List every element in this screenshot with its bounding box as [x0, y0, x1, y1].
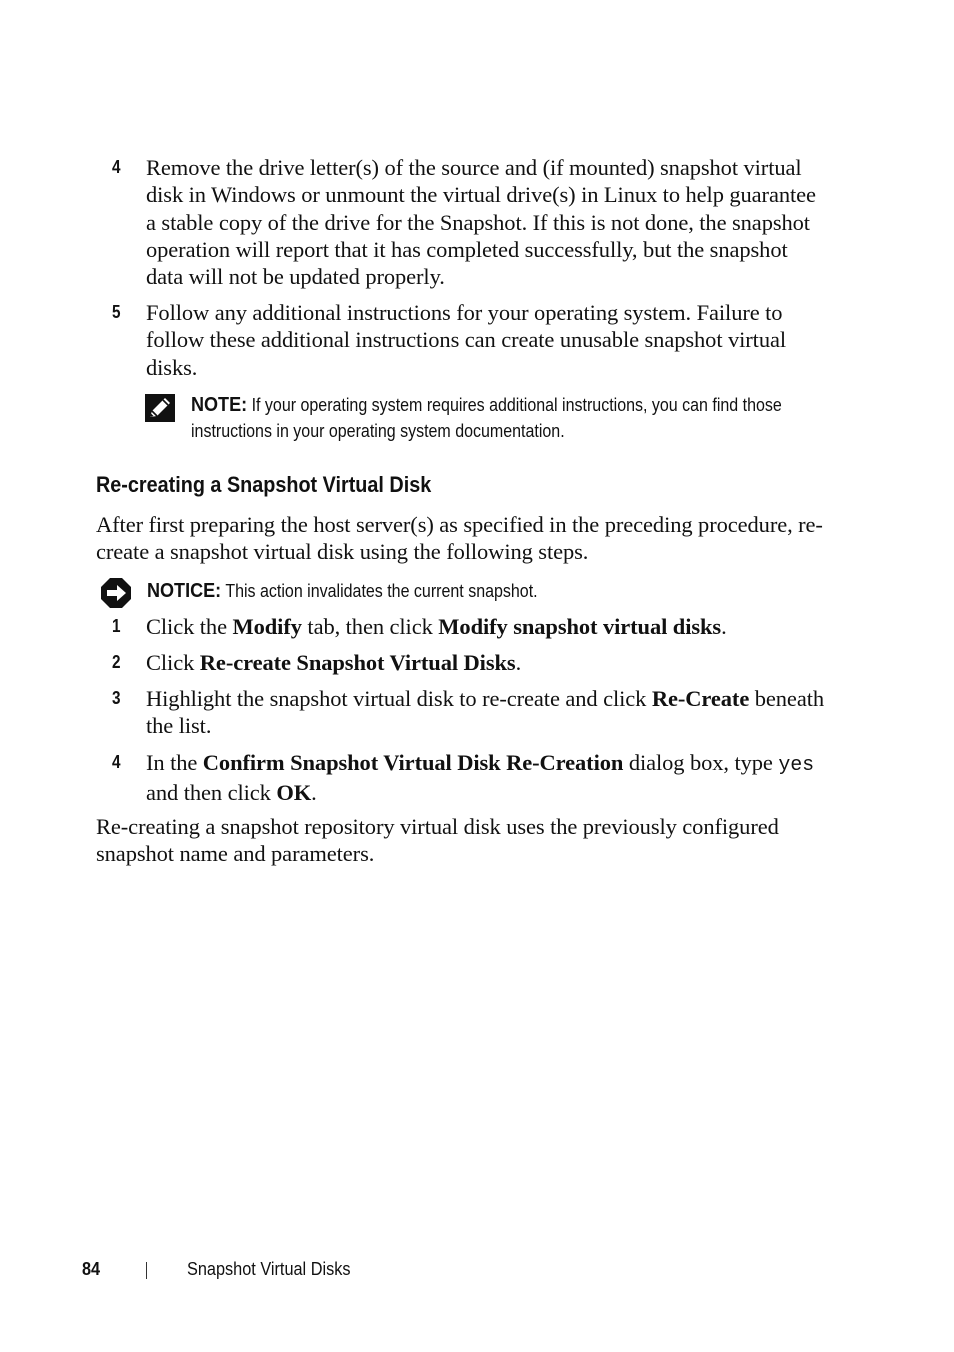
notice-body: This action invalidates the current snapshot. — [221, 581, 538, 601]
note-pencil-icon — [145, 394, 175, 422]
text-run: beneath the list. — [146, 686, 825, 739]
note-body: If your operating system requires additional instructions, you can find those instructions in your operating system documentation. — [191, 395, 782, 441]
text-run: . — [515, 650, 522, 675]
text-run: and then click — [146, 780, 277, 806]
ui-term-confirm-dialog: Confirm Snapshot Virtual Disk Re-Creation — [202, 750, 624, 775]
step-number: 5 — [112, 302, 121, 322]
text-run: Click the — [146, 614, 233, 639]
text-run: dialog box, type — [623, 750, 779, 775]
code-yes: yes — [778, 754, 815, 777]
step-number: 3 — [112, 688, 121, 708]
ui-term-recreate: Re-Create — [651, 686, 750, 711]
note-text — [191, 392, 807, 444]
footer-chapter-title: Snapshot Virtual Disks — [187, 1258, 351, 1279]
ui-term-ok: OK — [276, 780, 312, 806]
text-run: tab, then click — [301, 614, 439, 639]
step-text — [146, 749, 826, 807]
notice-label: NOTICE: — [147, 579, 222, 602]
text-run: Click — [146, 650, 200, 675]
notice-arrow-icon — [100, 577, 132, 609]
step-text — [146, 685, 826, 740]
step-number: 1 — [112, 616, 121, 636]
step-text — [146, 649, 826, 676]
page-number: 84 — [82, 1258, 101, 1279]
step-text: Remove the drive letter(s) of the source and (if mounted) snapshot virtual disk in Windows or unmount the virtual drive(s) in Linux to help guarantee a stable copy of the drive for the Snapshot. If this is not done, the snapshot operation will report that it has completed successfully, but the snapshot data will not be updated properly. — [146, 155, 816, 290]
page-footer — [0, 1257, 954, 1283]
text-run: Highlight the snapshot virtual disk to re-create and click — [146, 686, 652, 711]
footer-divider — [146, 1262, 147, 1279]
step-text: Follow any additional instructions for your operating system. Failure to follow these additional instructions can create unusable snapshot virtual disks. — [146, 300, 787, 380]
section-heading: Re-creating a Snapshot Virtual Disk — [96, 472, 432, 497]
step-number: 4 — [112, 752, 121, 772]
ui-term-modify: Modify — [232, 614, 302, 639]
step-number: 4 — [112, 157, 121, 177]
closing-paragraph: Re-creating a snapshot repository virtual disk uses the previously configured snapshot name and parameters. — [96, 814, 779, 867]
text-run: . — [721, 614, 727, 639]
step-text — [146, 613, 826, 640]
text-run: . — [311, 780, 317, 806]
notice-text — [147, 577, 763, 605]
ui-term-recreate-snapshot-virtual-disks: Re-create Snapshot Virtual Disks — [199, 650, 516, 675]
text-run: In the — [146, 750, 203, 775]
step-number: 2 — [112, 652, 121, 672]
ui-term-modify-snapshot-virtual-disks: Modify snapshot virtual disks — [438, 614, 722, 639]
section-intro: After first preparing the host server(s) as specified in the preceding procedure, re-create a snapshot virtual disk using the following steps. — [96, 512, 823, 565]
note-label: NOTE: — [191, 393, 248, 416]
